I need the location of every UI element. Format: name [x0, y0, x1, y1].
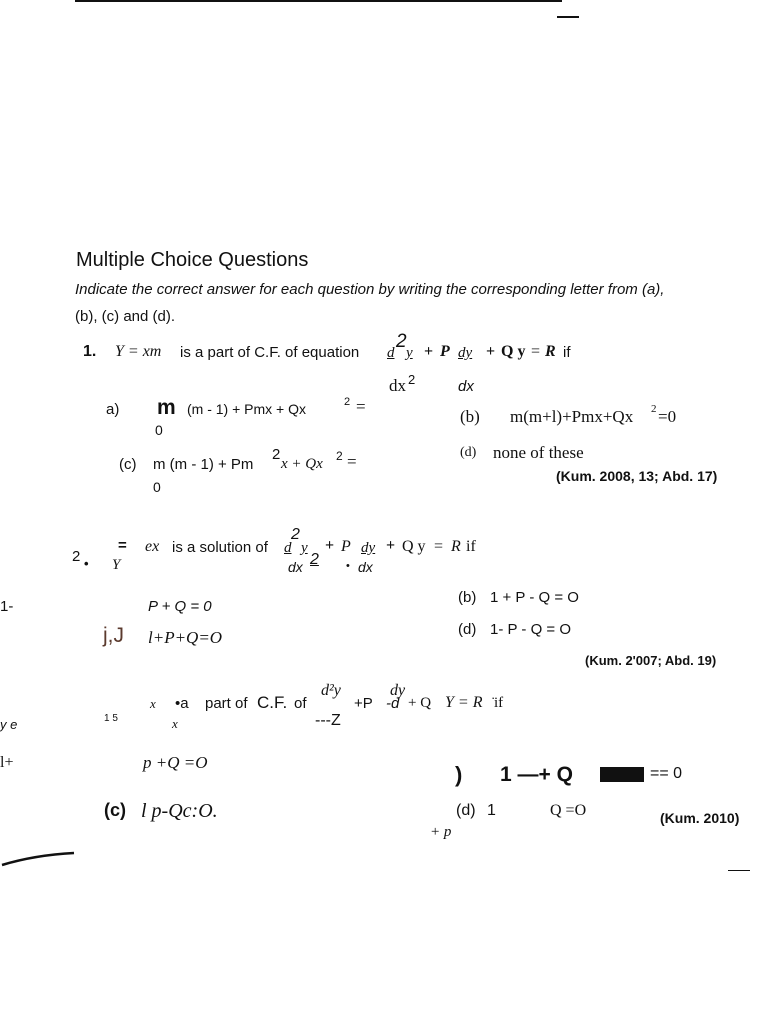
q3-plus-P: +P — [354, 695, 373, 712]
q2-den-dx: dx — [358, 559, 373, 575]
q2-eq-y: y — [301, 540, 308, 556]
q1-den-sup: 2 — [408, 372, 416, 387]
q1-den-dx2: dx — [389, 376, 406, 395]
q1-option-b-expr: m(m+l)+Pmx+Qx — [510, 407, 634, 426]
q1-eq-R: R — [545, 343, 556, 360]
q3-option-a-expr: p +Q =O — [143, 753, 208, 772]
q1-option-c-zero: 0 — [153, 479, 161, 495]
q2-eq-R: R — [451, 538, 461, 555]
q3-x-top: x — [150, 696, 156, 711]
q1-option-c-expr: m (m - 1) + Pm — [153, 456, 254, 473]
q2-option-a-expr: P + Q = 0 — [148, 598, 212, 615]
q3-den-z: ---Z — [315, 712, 341, 729]
q1-option-c-label: (c) — [119, 456, 137, 473]
q2-option-d-expr: 1- P - Q = O — [490, 621, 571, 638]
q1-eq-equals: = — [531, 343, 541, 360]
q2-den-2: 2 — [310, 551, 319, 568]
bottom-right-dash — [728, 870, 750, 871]
q2-eq-Qy: Q y — [402, 538, 426, 555]
top-rule — [75, 0, 562, 2]
q1-option-b-tail: =0 — [658, 407, 677, 426]
q2-eq-if: if — [466, 538, 476, 555]
q2-Y: Y — [112, 557, 121, 573]
q3-dot-a: •a — [175, 695, 189, 712]
q3-margin-ye: y e — [0, 717, 18, 732]
q1-den-dx: dx — [458, 378, 474, 395]
q2-option-b-expr: 1 + P - Q = O — [490, 589, 579, 606]
q3-option-d-label: (d) — [456, 802, 476, 819]
q3-option-c-label: (c) — [104, 800, 126, 820]
q3-option-d-qeq: Q =O — [550, 802, 587, 819]
q1-eq-P: P — [440, 343, 450, 360]
q1-option-c-sup2: 2 — [336, 449, 343, 463]
q1-option-d-text: none of these — [493, 443, 584, 462]
q3-cf: C.F. — [257, 693, 288, 712]
q3-option-b-block-P — [600, 767, 644, 782]
q3-option-c-expr: l p-Qc:O. — [141, 800, 218, 822]
q3-x-bottom: x — [172, 716, 178, 731]
q3-margin-lplus: l+ — [0, 754, 14, 771]
q3-stem-text: part of — [205, 695, 248, 712]
instructions-line-2: (b), (c) and (d). — [75, 308, 176, 325]
q2-equals-sign: = — [118, 537, 127, 554]
q2-eq-plus-2: + — [386, 537, 396, 554]
q1-option-a-equals: = — [356, 397, 366, 416]
q1-option-c-equals: = — [347, 452, 357, 471]
q2-eq-two: 2 — [291, 526, 300, 543]
q1-option-c-sup: 2 — [272, 446, 281, 463]
q3-num-d2y: d²y — [321, 682, 341, 699]
q2-stem-text: is a solution of — [172, 539, 268, 556]
q3-of: of — [294, 695, 307, 712]
q2-eq-dy: dy — [361, 540, 376, 556]
q1-option-b-label: (b) — [460, 407, 480, 426]
q1-number: 1. — [83, 343, 97, 360]
q2-reference: (Kum. 2'007; Abd. 19) — [585, 653, 717, 668]
q1-eq-two: 2 — [396, 331, 407, 352]
q1-stem-lhs: Y = xm — [115, 343, 162, 360]
q3-option-b-paren: ) — [455, 762, 463, 787]
q2-option-b-label: (b) — [458, 589, 477, 606]
q3-dy: dy — [390, 682, 406, 699]
q1-option-a-zero: 0 — [155, 422, 163, 438]
q2-eq-P: P — [341, 538, 351, 555]
q3-option-b-tail: == 0 — [650, 765, 683, 782]
q3-margin-number: 1 5 — [104, 713, 118, 724]
scan-mark-stroke — [0, 850, 80, 870]
q3-plus-Q: + Q — [408, 695, 432, 711]
q3-rhs: Y = R — [445, 694, 483, 711]
q1-option-d-label: (d) — [460, 445, 477, 460]
q3-option-b-expr: 1 —+ Q — [500, 763, 573, 786]
top-right-dash — [557, 16, 579, 18]
q1-eq-plus-1: + — [424, 343, 434, 360]
q3-dot: · — [491, 690, 496, 705]
q3-reference: (Kum. 2010) — [660, 810, 740, 826]
q1-eq-plus-2: + — [486, 343, 496, 360]
q2-eq-equals: = — [434, 538, 444, 555]
instructions-line-1: Indicate the correct answer for each question by writing the corresponding letter from (a), — [75, 281, 665, 298]
q1-eq-y: y — [406, 345, 413, 361]
q1-stem-text: is a part of C.F. of equation — [180, 344, 360, 361]
section-heading: Multiple Choice Questions — [76, 249, 309, 271]
q1-option-a-m: m — [157, 396, 176, 419]
q1-option-c-x: x + Qx — [281, 456, 323, 472]
q2-option-c-label: j,J — [103, 624, 124, 647]
q2-option-d-label: (d) — [458, 621, 477, 638]
q1-option-a-expr: (m - 1) + Pmx + Qx — [187, 401, 307, 417]
q1-option-b-sup: 2 — [651, 403, 657, 415]
q2-den-dot: • — [346, 560, 350, 572]
q2-den-dx2: dx — [288, 559, 303, 575]
q2-eq-d: d — [284, 540, 292, 556]
q3-option-d-plus-p: + p — [430, 824, 452, 840]
q2-number: 2 — [72, 548, 81, 565]
q3-option-d-one: 1 — [487, 802, 496, 819]
q1-eq-d: d — [387, 345, 395, 361]
q1-option-a-label: a) — [106, 401, 120, 418]
q3-if: if — [494, 695, 504, 711]
q2-margin-left: 1- — [0, 598, 14, 615]
q1-eq-Qy: Q y — [501, 343, 526, 360]
q2-eq-plus-1: + — [325, 537, 335, 554]
q1-option-a-sup: 2 — [344, 396, 351, 408]
q1-eq-if: if — [563, 344, 571, 361]
q3-d-frac: -d — [386, 695, 400, 712]
q1-eq-dy: dy — [458, 345, 473, 361]
q1-reference: (Kum. 2008, 13; Abd. 17) — [556, 468, 718, 484]
q2-ex: ex — [145, 538, 160, 555]
q2-number-dot: • — [84, 556, 89, 571]
q2-option-c-expr: l+P+Q=O — [148, 628, 223, 647]
